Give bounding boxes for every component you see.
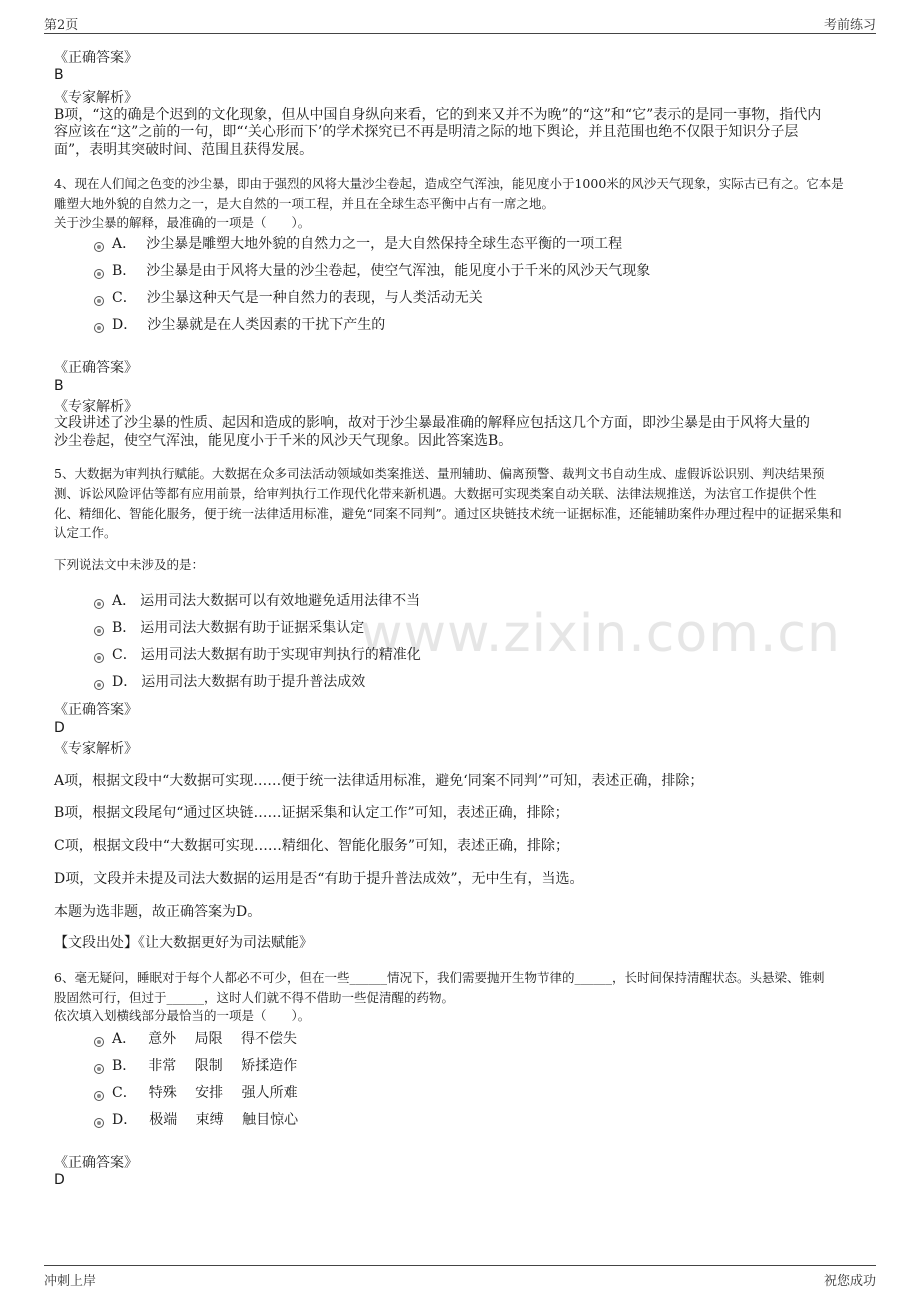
radio-icon[interactable] xyxy=(94,296,104,306)
q5-option-d[interactable]: D． 运用司法大数据有助于提升普法成效 xyxy=(94,672,365,692)
q6-answer: D xyxy=(54,1172,65,1188)
radio-icon[interactable] xyxy=(94,1091,104,1101)
radio-icon[interactable] xyxy=(94,269,104,279)
q5-source: 【文段出处】《让大数据更好为司法赋能》 xyxy=(54,935,313,951)
q4-prompt: 关于沙尘暴的解释，最准确的一项是（ ）。 xyxy=(54,215,311,230)
q6-stem-line: 6、毫无疑问，睡眠对于每个人都必不可少，但在一些______情况下，我们需要抛开生物节律的______，长时间保持清醒状态。头悬梁、锥刺 xyxy=(54,970,825,985)
radio-icon[interactable] xyxy=(94,1037,104,1047)
q4-analysis-line: 文段讲述了沙尘暴的性质、起因和造成的影响，故对于沙尘暴最准确的解释应包括这几个方面，即沙尘暴是由于风将大量的 xyxy=(54,415,810,431)
header-title: 考前练习 xyxy=(823,18,876,33)
q5-analysis-para: A项，根据文段中“大数据可实现……便于统一法律适用标准，避免‘同案不同判’”可知，表述正确，排除； xyxy=(54,773,704,789)
q4-stem-line: 4、现在人们闻之色变的沙尘暴，即由于强烈的风将大量沙尘卷起，造成空气浑浊，能见度小于1000米的风沙天气现象，实际古已有之。它本是 xyxy=(54,176,844,191)
q6-option-c[interactable]: C． 特殊 安排 强人所难 xyxy=(94,1083,298,1103)
header-divider xyxy=(44,33,876,34)
q3-analysis-label: 《专家解析》 xyxy=(54,90,138,106)
q5-analysis-para: C项，根据文段中“大数据可实现……精细化、智能化服务”可知，表述正确，排除； xyxy=(54,838,570,854)
q5-stem-line: 化、精细化、智能化服务，便于统一法律适用标准，避免“同案不同判”。通过区块链技术统一证据标准，还能辅助案件办理过程中的证据采集和 xyxy=(54,506,842,521)
watermark: www.zixin.com.cn xyxy=(360,604,841,664)
q5-option-a[interactable]: A． 运用司法大数据可以有效地避免适用法律不当 xyxy=(94,591,420,611)
page-number: 第2页 xyxy=(44,18,79,33)
q6-prompt: 依次填入划横线部分最恰当的一项是（ ）。 xyxy=(54,1008,311,1023)
radio-icon[interactable] xyxy=(94,626,104,636)
footer-left: 冲刺上岸 xyxy=(44,1274,97,1289)
q3-answer-label: 《正确答案》 xyxy=(54,50,138,66)
q6-stem-line: 股固然可行，但过于______，这时人们就不得不借助一些促清醒的药物。 xyxy=(54,990,455,1005)
q5-answer: D xyxy=(54,720,65,736)
q5-answer-label: 《正确答案》 xyxy=(54,702,138,718)
q4-option-d[interactable]: D． 沙尘暴就是在人类因素的干扰下产生的 xyxy=(94,315,385,335)
q4-option-c[interactable]: C． 沙尘暴这种天气是一种自然力的表现，与人类活动无关 xyxy=(94,288,483,308)
q5-analysis-label: 《专家解析》 xyxy=(54,741,138,757)
q5-stem-line: 5、大数据为审判执行赋能。大数据在众多司法活动领域如类案推送、量刑辅助、偏离预警、裁判文书自动生成、虚假诉讼识别、判决结果预 xyxy=(54,466,825,481)
radio-icon[interactable] xyxy=(94,599,104,609)
radio-icon[interactable] xyxy=(94,1064,104,1074)
q6-option-a[interactable]: A． 意外 局限 得不偿失 xyxy=(94,1029,297,1049)
q6-answer-label: 《正确答案》 xyxy=(54,1155,138,1171)
q4-stem-line: 雕塑大地外貌的自然力之一，是大自然的一项工程，并且在全球生态平衡中占有一席之地。 xyxy=(54,196,555,211)
radio-icon[interactable] xyxy=(94,680,104,690)
radio-icon[interactable] xyxy=(94,323,104,333)
footer-divider xyxy=(44,1265,876,1266)
q5-option-b[interactable]: B． 运用司法大数据有助于证据采集认定 xyxy=(94,618,364,638)
q3-answer: B xyxy=(54,67,64,83)
q5-option-c[interactable]: C． 运用司法大数据有助于实现审判执行的精准化 xyxy=(94,645,421,665)
q4-analysis-line: 沙尘卷起，使空气浑浊，能见度小于千米的风沙天气现象。因此答案选B。 xyxy=(54,433,513,449)
q4-option-b[interactable]: B． 沙尘暴是由于风将大量的沙尘卷起，使空气浑浊，能见度小于千米的风沙天气现象 xyxy=(94,261,650,281)
q5-analysis-para: 本题为选非题，故正确答案为D。 xyxy=(54,904,262,920)
radio-icon[interactable] xyxy=(94,1118,104,1128)
q3-analysis-line: 面”，表明其突破时间、范围且获得发展。 xyxy=(54,142,314,158)
q4-analysis-label: 《专家解析》 xyxy=(54,399,138,415)
q5-analysis-para: D项，文段并未提及司法大数据的运用是否“有助于提升普法成效”，无中生有，当选。 xyxy=(54,871,584,887)
q5-prompt: 下列说法文中未涉及的是： xyxy=(54,557,205,572)
q5-analysis-para: B项，根据文段尾句“通过区块链……证据采集和认定工作”可知，表述正确，排除； xyxy=(54,805,569,821)
q4-answer-label: 《正确答案》 xyxy=(54,360,138,376)
q3-analysis-line: 容应该在“这”之前的一句，即“‘关心形而下’的学术探究已不再是明清之际的地下舆论，并且范围也绝不仅限于知识分子层 xyxy=(54,124,799,140)
q6-option-b[interactable]: B． 非常 限制 矫揉造作 xyxy=(94,1056,297,1076)
q5-stem-line: 测、诉讼风险评估等都有应用前景，给审判执行工作现代化带来新机遇。大数据可实现类案自动关联、法律法规推送，为法官工作提供个性 xyxy=(54,486,817,501)
q4-answer: B xyxy=(54,378,64,394)
q4-option-a[interactable]: A． 沙尘暴是雕塑大地外貌的自然力之一，是大自然保持全球生态平衡的一项工程 xyxy=(94,234,622,254)
q5-stem-line: 认定工作。 xyxy=(54,525,117,540)
radio-icon[interactable] xyxy=(94,653,104,663)
footer-right: 祝您成功 xyxy=(823,1274,876,1289)
q3-analysis-line: B项，“这的确是个迟到的文化现象，但从中国自身纵向来看，它的到来又并不为晚”的“这”和“它”表示的是同一事物，指代内 xyxy=(54,107,822,123)
radio-icon[interactable] xyxy=(94,242,104,252)
q6-option-d[interactable]: D． 极端 束缚 触目惊心 xyxy=(94,1110,298,1130)
